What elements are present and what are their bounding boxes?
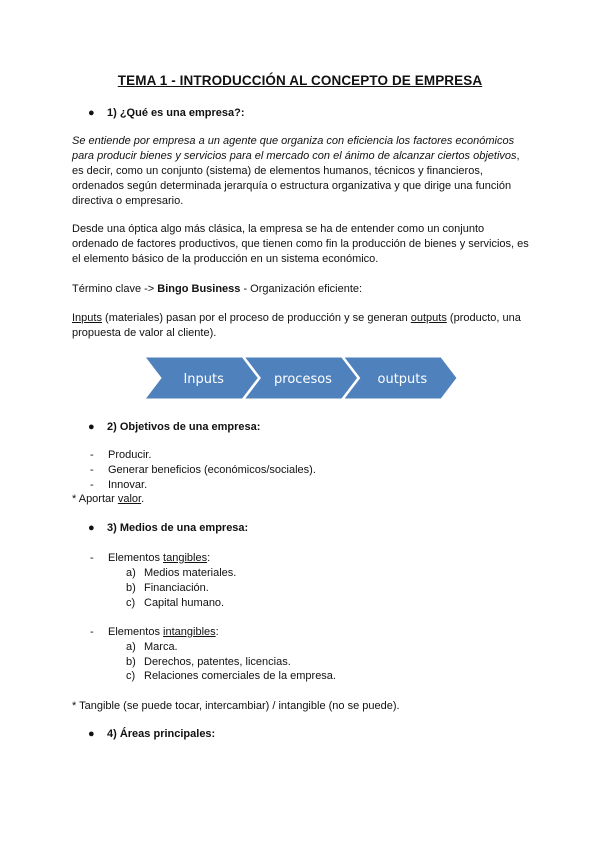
list-text: Derechos, patentes, licencias.	[144, 656, 291, 668]
dash-marker: -	[90, 552, 94, 564]
list-text: Financiación.	[144, 582, 209, 594]
key-term-line	[72, 282, 362, 297]
bullet-icon: ●	[88, 728, 95, 740]
heading-text: 3) Medios de una empresa:	[107, 522, 249, 534]
list-marker: a)	[126, 641, 136, 653]
value-note-prefix: * Aportar	[72, 493, 118, 505]
list-marker: c)	[126, 670, 136, 682]
inputs-word: Inputs	[72, 312, 102, 324]
classic-text: Desde una óptica algo más clásica, la empresa se ha de entender como un conjunto ordenado de factores productivos, que tienen como fin la producción de bienes y servicios, es el elemento básico de la producción en un sistema económico.	[72, 223, 529, 265]
dash-marker: -	[90, 449, 94, 461]
objective-text: Innovar.	[108, 479, 148, 491]
list-text: Medios materiales.	[144, 567, 237, 579]
page-title: TEMA 1 - INTRODUCCIÓN AL CONCEPTO DE EMPRESA	[117, 73, 483, 88]
list-text: Marca.	[144, 641, 178, 653]
flow-step-label: Inputs	[183, 372, 224, 387]
value-word: valor	[117, 493, 142, 505]
bullet-icon: ●	[88, 421, 95, 433]
outputs-word: outputs	[410, 312, 447, 324]
flow-step-label: outputs	[377, 372, 428, 387]
list-marker: c)	[126, 597, 136, 609]
tangible-note: * Tangible (se puede tocar, intercambiar) / intangible (no se puede).	[72, 700, 400, 712]
value-note-suffix: .	[141, 493, 145, 505]
list-marker: b)	[126, 582, 136, 594]
tangible-prefix: Elementos	[108, 552, 164, 564]
list-text: Relaciones comerciales de la empresa.	[144, 670, 336, 682]
dash-marker: -	[90, 626, 94, 638]
io-mid: (materiales) pasan por el proceso de producción y se generan	[101, 312, 411, 324]
process-flow-diagram	[145, 357, 457, 399]
io-paragraph	[72, 311, 532, 341]
dash-marker: -	[90, 479, 94, 491]
key-term-bold: Bingo Business	[157, 283, 241, 295]
intangible-prefix: Elementos	[108, 626, 164, 638]
intangible-suffix: :	[215, 626, 219, 638]
heading-text: 1) ¿Qué es una empresa?:	[107, 107, 245, 119]
tangible-word: tangibles	[163, 552, 208, 564]
value-note	[72, 492, 144, 507]
tangible-suffix: :	[207, 552, 211, 564]
key-term-suffix: - Organización eficiente:	[240, 283, 363, 295]
objective-text: Generar beneficios (económicos/sociales).	[108, 464, 316, 476]
key-term-prefix: Término clave ->	[72, 283, 158, 295]
list-marker: b)	[126, 656, 136, 668]
flow-step-label: procesos	[274, 372, 332, 387]
heading-text: 4) Áreas principales:	[107, 728, 216, 740]
objective-text: Producir.	[108, 449, 152, 461]
definition-paragraph	[72, 134, 532, 209]
bullet-icon: ●	[88, 107, 95, 119]
io-end: (producto, una propuesta de valor al cliente).	[72, 312, 521, 339]
list-marker: a)	[126, 567, 136, 579]
definition-italic: Se entiende por empresa a un agente que organiza con eficiencia los factores económicos para producir bienes y servicios para el mercado con el ánimo de alcanzar ciertos objetivos	[72, 135, 517, 162]
classic-paragraph	[72, 222, 532, 267]
definition-rest: , es decir, como un conjunto (sistema) de elementos humanos, técnicos y financieros, ordenados según determinada jerarquía o estructura organizativa y que dirige una función directiva o empresario.	[72, 150, 520, 207]
intangible-word: intangibles	[163, 626, 216, 638]
list-text: Capital humano.	[144, 597, 225, 609]
dash-marker: -	[90, 464, 94, 476]
bullet-icon: ●	[88, 522, 95, 534]
heading-text: 2) Objetivos de una empresa:	[107, 421, 261, 433]
